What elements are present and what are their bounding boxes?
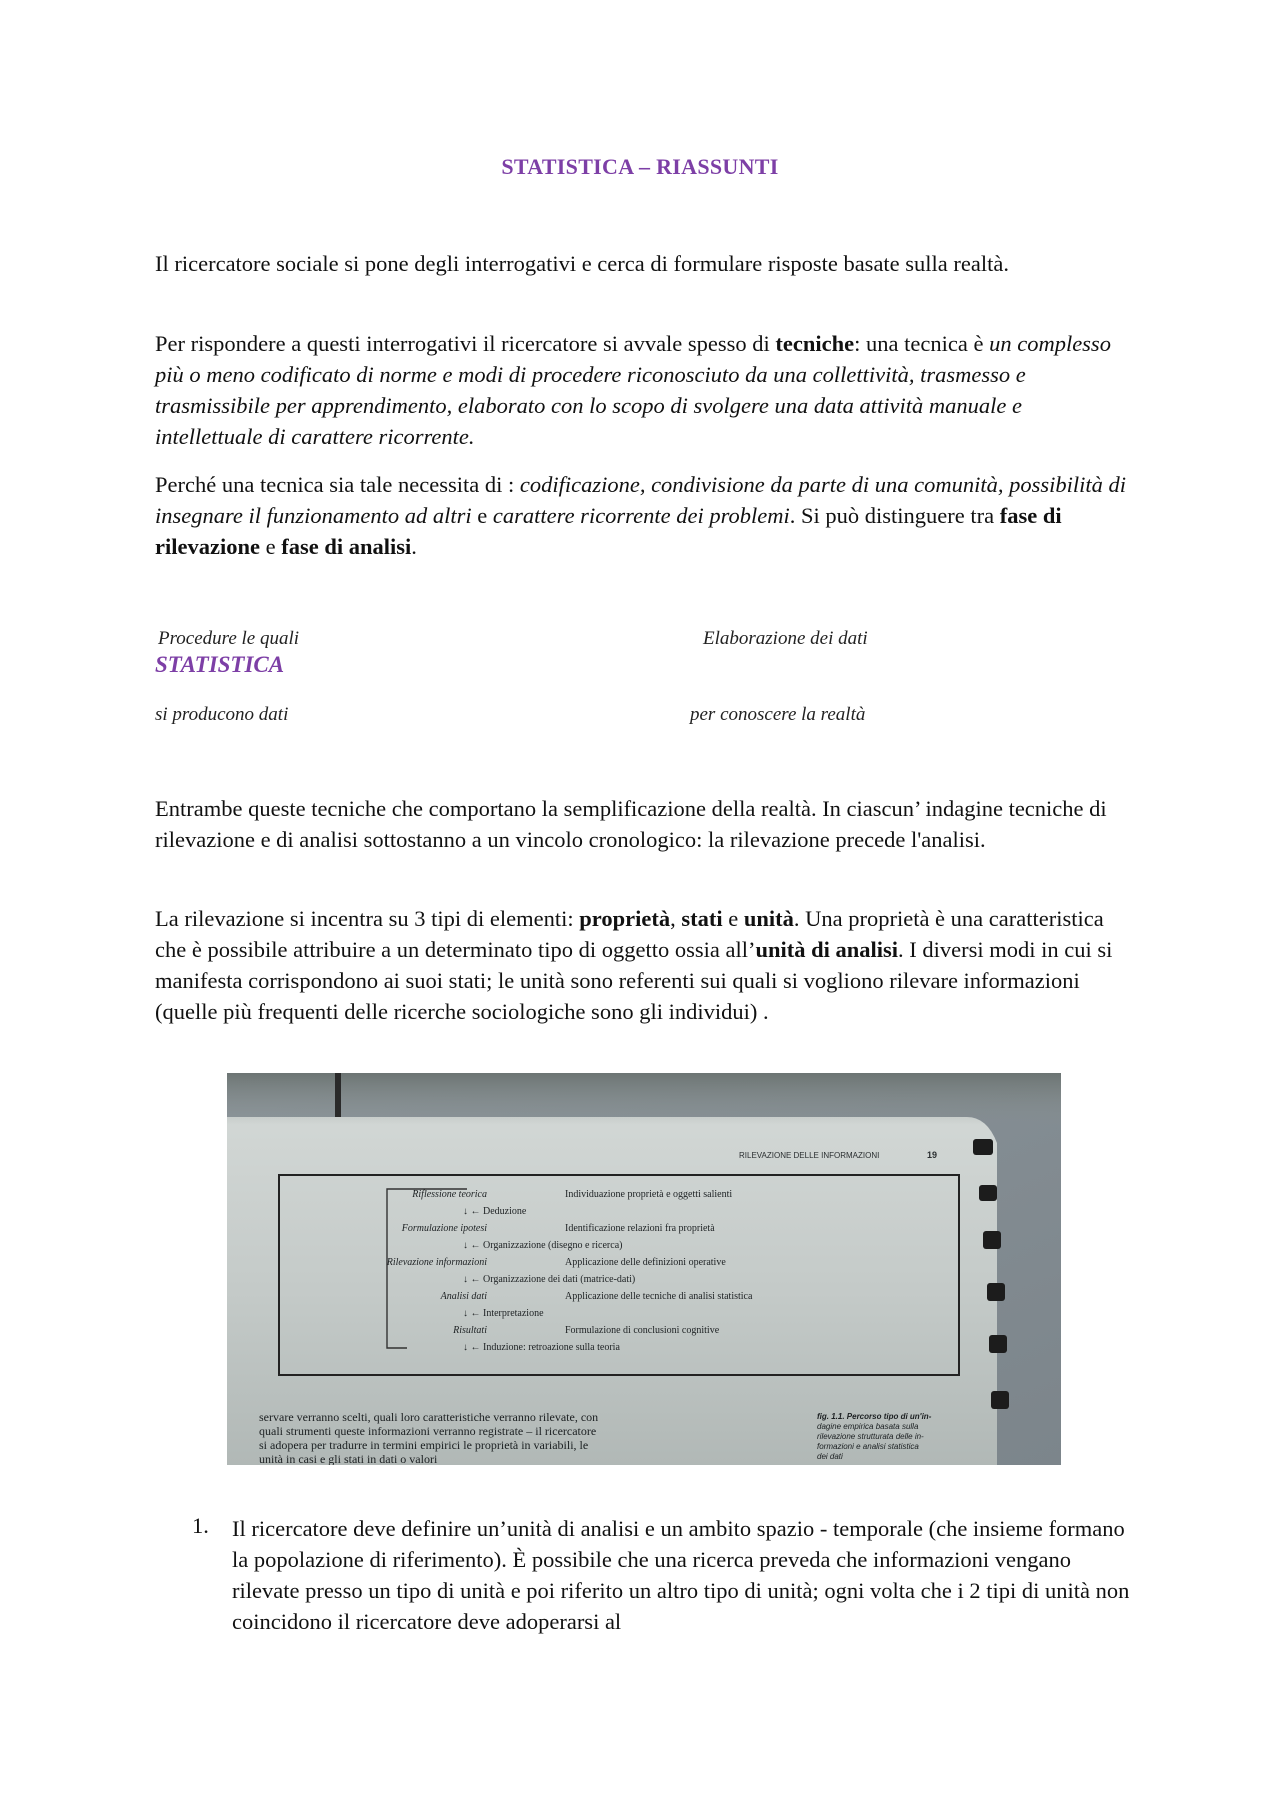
page-title: STATISTICA – RIASSUNTI (501, 154, 779, 179)
flow-step-description: Identificazione relazioni fra proprietà (565, 1223, 715, 1234)
bold-term-proprieta: proprietà (579, 906, 671, 931)
text-run: e (259, 534, 282, 559)
paragraph-intro: Il ricercatore sociale si pone degli interrogativi e cerca di formulare risposte basate sulla realtà. (155, 251, 1009, 276)
pencil-mark (335, 1073, 341, 1117)
label-conoscere-realta: per conoscere la realtà (690, 704, 866, 725)
flow-step-description: Applicazione delle tecniche di analisi statistica (565, 1291, 753, 1302)
text-run: La rilevazione si incentra su 3 tipi di elementi: (155, 906, 580, 931)
label-statistica: STATISTICA (155, 652, 285, 677)
caption-line: dagine empirica basata sulla (817, 1422, 919, 1431)
caption-line: formazioni e analisi statistica (817, 1442, 919, 1451)
flow-arrow-label: ↓ ← Organizzazione dei dati (matrice-dati) (463, 1274, 636, 1285)
text-run: . I diversi modi in cui si manifesta corrispondono ai suoi stati; le unità sono referenti sui quali si vogliono rilevare informazioni (quelle più frequenti delle ricerche sociologiche sono gli individui) . (155, 937, 1113, 1024)
flow-arrow-label: ↓ ← Organizzazione (disegno e ricerca) (463, 1240, 623, 1251)
text-run: . (411, 534, 417, 559)
caption-line: rilevazione strutturata delle in- (817, 1432, 924, 1441)
text-run: e (471, 503, 493, 528)
bold-term-tecniche: tecniche (775, 331, 855, 356)
flow-step-name: Formulazione ipotesi (401, 1223, 487, 1234)
flow-arrow-label: ↓ ← Induzione: retroazione sulla teoria (463, 1342, 620, 1353)
bold-term-unita: unità (743, 906, 794, 931)
flow-step-name: Rilevazione informazioni (386, 1257, 487, 1268)
flow-step-description: Formulazione di conclusioni cognitive (565, 1325, 720, 1336)
book-body-line: servare verranno scelti, quali loro caratteristiche verranno rilevate, con (259, 1410, 599, 1424)
bold-term-unita-analisi: unità di analisi (755, 937, 899, 962)
paragraph-semplificazione: Entrambe queste tecniche che comportano la semplificazione della realtà. In ciascun’ indagine tecniche di rilevazione e di analisi sottostanno a un vincolo cronologico: la rilevazione precede l'analisi. (155, 796, 1107, 852)
flow-step-name: Risultati (453, 1325, 487, 1336)
book-body-line: quali strumenti queste informazioni verranno registrate – il ricercatore (259, 1424, 597, 1438)
text-run: e (722, 906, 744, 931)
label-producono-dati: si producono dati (155, 704, 289, 725)
flow-step-name: Riflessione teorica (412, 1189, 487, 1200)
flow-arrow-label: ↓ ← Interpretazione (463, 1308, 544, 1319)
flow-step-name: Analisi dati (440, 1291, 487, 1302)
book-body-line: si adopera per tradurre in termini empirici le proprietà in variabili, le (259, 1438, 589, 1452)
page-shadow (227, 1073, 1061, 1125)
list-item-number: 1. (192, 1513, 209, 1538)
flow-step-description: Applicazione delle definizioni operative (565, 1257, 726, 1268)
flow-arrow-label: ↓ ← Deduzione (463, 1206, 527, 1217)
text-run: . Una proprietà è una caratteristica che è possibile attribuire a un determinato tipo di oggetto ossia all’ (155, 906, 1104, 962)
bold-term-analisi: fase di analisi (281, 534, 412, 559)
book-page-number: 19 (927, 1150, 938, 1160)
text-run: Per rispondere a questi interrogativi il ricercatore si avvale spesso di (155, 331, 776, 356)
caption-line: dei dati (817, 1452, 843, 1461)
paragraph-rilevazione (155, 903, 1130, 1027)
paragraph-requisiti (155, 469, 1130, 562)
book-photo-svg (227, 1073, 1061, 1465)
book-body-line: unità in casi e gli stati in dati o valori (259, 1452, 438, 1465)
book-photo (227, 1073, 1061, 1465)
book-running-header: RILEVAZIONE DELLE INFORMAZIONI (739, 1151, 880, 1160)
definition-italic: un complesso più o meno codificato di norme e modi di procedere riconosciuto da una collettività, trasmesso e trasmissibile per apprendimento, elaborato con lo scopo di svolgere una data attività manuale e intellettuale di carattere ricorrente. (155, 331, 1111, 449)
text-run: Perché una tecnica sia tale necessita di : (155, 472, 520, 497)
bold-term-stati: stati (681, 906, 723, 931)
caption-line: fig. 1.1. Percorso tipo di un'in- (817, 1412, 932, 1421)
paragraph-tecniche (155, 328, 1130, 452)
text-run: . Si può distinguere tra (789, 503, 1000, 528)
italic-run: codificazione, condivisione da parte di una comunità, possibilità di insegnare il funzionamento ad altri (155, 472, 1127, 528)
label-procedure: Procedure le quali (158, 628, 300, 649)
text-run: : una tecnica è (854, 331, 990, 356)
flow-step-description: Individuazione proprietà e oggetti salienti (565, 1189, 733, 1200)
bold-term-rilevazione: fase di rilevazione (155, 503, 1062, 559)
text-run: , (670, 906, 682, 931)
list-item-text: Il ricercatore deve definire un’unità di analisi e un ambito spazio - temporale (che insieme formano la popolazione di riferimento). È possibile che una ricerca preveda che informazioni vengano rilevate presso un tipo di unità e poi riferito un altro tipo di unità; ogni volta che i 2 tipi di unità non coincidono il ricercatore deve adoperarsi al (232, 1516, 1130, 1634)
label-elaborazione: Elaborazione dei dati (703, 628, 868, 649)
italic-run: carattere ricorrente dei problemi (492, 503, 790, 528)
